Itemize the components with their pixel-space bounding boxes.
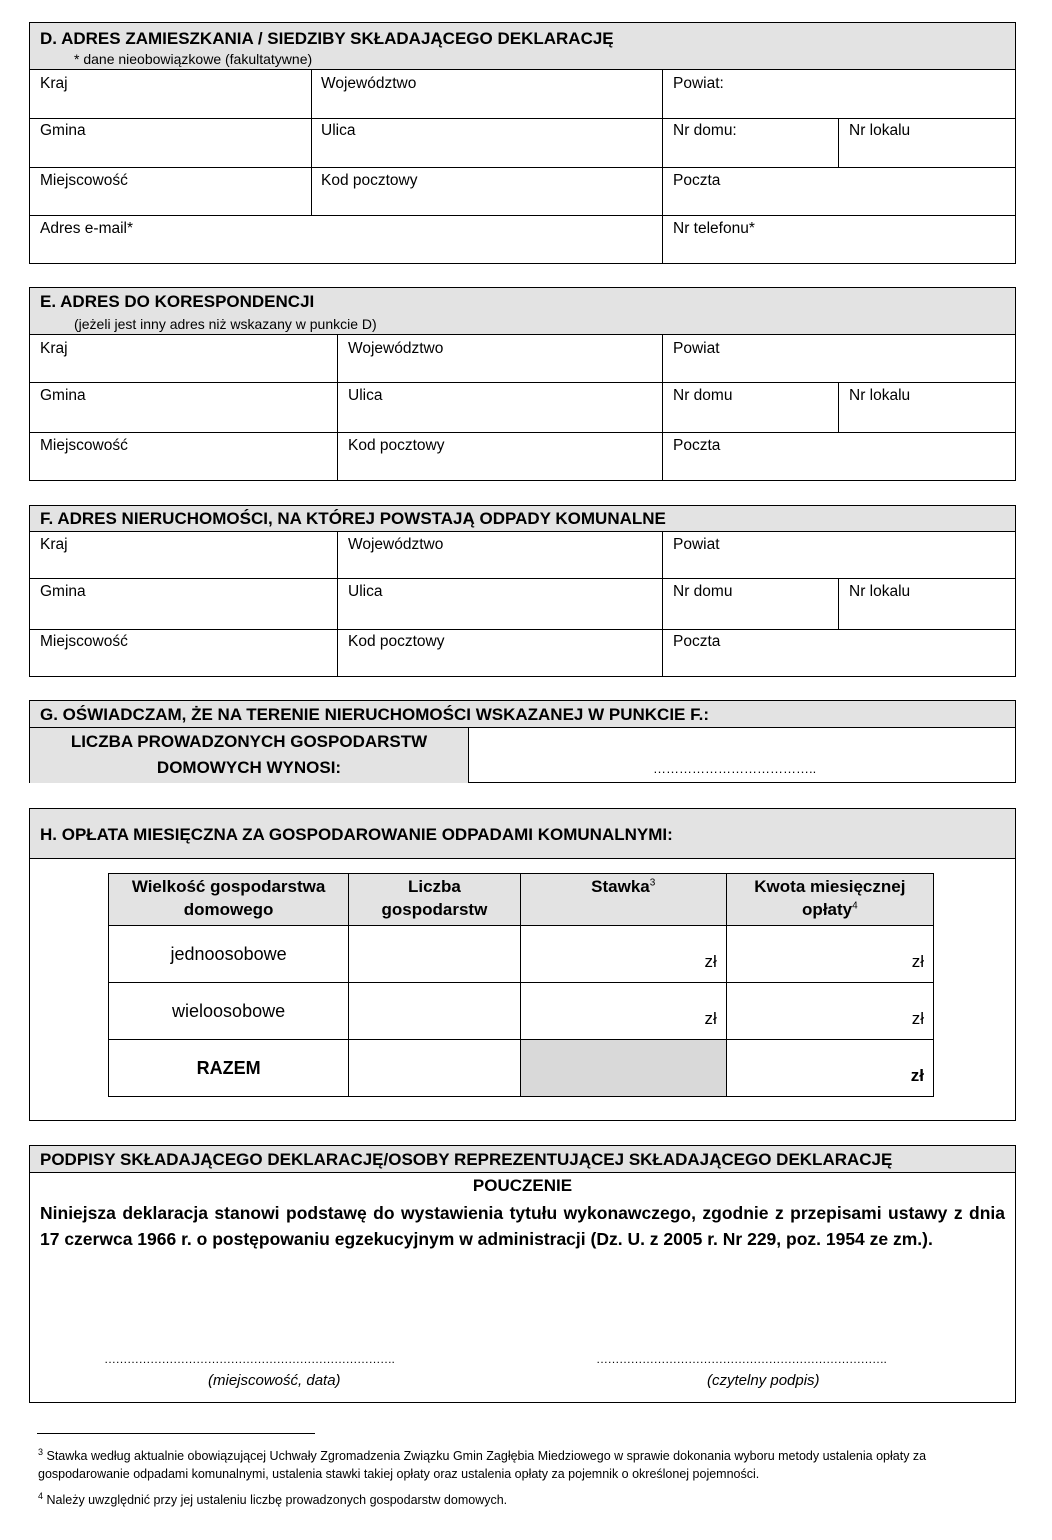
d-phone-field[interactable]: Nr telefonu* bbox=[673, 220, 755, 237]
fee-header-count: Liczba gospodarstw bbox=[349, 874, 521, 926]
f-commune-field[interactable]: Gmina bbox=[40, 583, 86, 600]
d-city-field[interactable]: Miejscowość bbox=[40, 172, 128, 189]
section-h-title: H. OPŁATA MIESIĘCZNA ZA GOSPODAROWANIE ODPADAMI KOMUNALNYMI: bbox=[40, 825, 673, 844]
multi-rate-input[interactable]: zł bbox=[520, 983, 726, 1040]
fee-header-size: Wielkość gospodarstwa domowego bbox=[109, 874, 349, 926]
footnote-separator bbox=[37, 1433, 315, 1434]
d-country-field[interactable]: Kraj bbox=[40, 75, 68, 92]
e-voivodeship-field[interactable]: Województwo bbox=[348, 340, 444, 357]
e-county-field[interactable]: Powiat bbox=[673, 340, 720, 357]
d-voivodeship-field[interactable]: Województwo bbox=[321, 75, 417, 92]
signatures-header bbox=[30, 1146, 1015, 1173]
d-post-office-field[interactable]: Poczta bbox=[673, 172, 721, 189]
section-e-header bbox=[30, 288, 1015, 335]
multi-count-input[interactable] bbox=[349, 983, 521, 1040]
f-house-number-field[interactable]: Nr domu bbox=[673, 583, 733, 600]
e-city-field[interactable]: Miejscowość bbox=[40, 437, 128, 454]
e-postcode-field[interactable]: Kod pocztowy bbox=[348, 437, 445, 454]
d-street-field[interactable]: Ulica bbox=[321, 122, 356, 139]
e-country-field[interactable]: Kraj bbox=[40, 340, 68, 357]
row-single-label: jednoosobowe bbox=[109, 926, 349, 983]
table-row bbox=[109, 983, 934, 1040]
total-rate-disabled bbox=[520, 1040, 726, 1097]
notice-title: POUCZENIE bbox=[472, 1176, 573, 1195]
section-d-title: D. ADRES ZAMIESZKANIA / SIEDZIBY SKŁADAJĄCEGO DEKLARACJĘ bbox=[40, 29, 614, 48]
household-count-field[interactable] bbox=[469, 728, 1015, 783]
d-commune-field[interactable]: Gmina bbox=[40, 122, 86, 139]
f-voivodeship-field[interactable]: Województwo bbox=[348, 536, 444, 553]
single-count-input[interactable] bbox=[349, 926, 521, 983]
notice-text: Niniejsza deklaracja stanowi podstawę do wystawienia tytułu wykonawczego, zgodnie z przepisami ustawy z dnia 17 czerwca 1966 r. o postępowaniu egzekucyjnym w administracji (Dz. U. z 2005 r. Nr 229, poz. 1954 ze zm.). bbox=[40, 1203, 1005, 1249]
section-d-subtitle: * dane nieobowiązkowe (fakultatywne) bbox=[74, 51, 313, 67]
f-post-office-field[interactable]: Poczta bbox=[673, 633, 721, 650]
footnote-4: $^4$ Należy uwzględnić przy jej ustaleniu liczbę prowadzonych gospodarstw domowych. bbox=[38, 1491, 508, 1508]
signature-caption: (czytelny podpis) bbox=[707, 1372, 820, 1389]
d-county-field[interactable]: Powiat: bbox=[673, 75, 724, 92]
row-multi-label: wieloosobowe bbox=[109, 983, 349, 1040]
section-g bbox=[29, 700, 1016, 783]
d-postcode-field[interactable]: Kod pocztowy bbox=[321, 172, 418, 189]
table-row bbox=[109, 1040, 934, 1097]
d-email-field[interactable]: Adres e-mail* bbox=[40, 220, 134, 237]
signature-dots[interactable]: …………………………………………………………………. bbox=[596, 1352, 887, 1366]
table-row bbox=[109, 926, 934, 983]
section-d-header bbox=[30, 23, 1015, 70]
f-country-field[interactable]: Kraj bbox=[40, 536, 68, 553]
section-d bbox=[29, 22, 1016, 264]
section-f-title: F. ADRES NIERUCHOMOŚCI, NA KTÓREJ POWSTAJĄ ODPADY KOMUNALNE bbox=[40, 509, 666, 528]
section-f bbox=[29, 505, 1016, 677]
fee-table bbox=[108, 873, 934, 1097]
signatures-section bbox=[29, 1145, 1016, 1403]
d-house-number-field[interactable]: Nr domu: bbox=[673, 122, 737, 139]
place-date-dots[interactable]: …………………………………………………………………. bbox=[104, 1352, 395, 1366]
fee-header-rate: Stawka$^3$ bbox=[520, 874, 726, 926]
total-amount-input[interactable]: zł bbox=[726, 1040, 933, 1097]
e-commune-field[interactable]: Gmina bbox=[40, 387, 86, 404]
row-total-label: RAZEM bbox=[109, 1040, 349, 1097]
e-flat-number-field[interactable]: Nr lokalu bbox=[849, 387, 911, 404]
d-flat-number-field[interactable]: Nr lokalu bbox=[849, 122, 911, 139]
household-count-dots: ……………………………….. bbox=[653, 761, 817, 776]
signatures-title: PODPISY SKŁADAJĄCEGO DEKLARACJĘ/OSOBY REPREZENTUJĄCEJ SKŁADAJĄCEGO DEKLARACJĘ bbox=[40, 1150, 893, 1169]
e-post-office-field[interactable]: Poczta bbox=[673, 437, 721, 454]
fee-header-amount: Kwota miesięcznej opłaty$^4$ bbox=[726, 874, 933, 926]
multi-amount-input[interactable]: zł bbox=[726, 983, 933, 1040]
f-city-field[interactable]: Miejscowość bbox=[40, 633, 128, 650]
section-f-header bbox=[30, 506, 1015, 532]
total-count-input[interactable] bbox=[349, 1040, 521, 1097]
place-date-caption: (miejscowość, data) bbox=[208, 1372, 341, 1389]
section-e-subtitle: (jeżeli jest inny adres niż wskazany w punkcie D) bbox=[74, 316, 377, 332]
f-postcode-field[interactable]: Kod pocztowy bbox=[348, 633, 445, 650]
section-g-title: G. OŚWIADCZAM, ŻE NA TERENIE NIERUCHOMOŚCI WSKAZANEJ W PUNKCIE F.: bbox=[40, 705, 709, 724]
section-g-header bbox=[30, 701, 1015, 728]
e-street-field[interactable]: Ulica bbox=[348, 387, 383, 404]
section-e-title: E. ADRES DO KORESPONDENCJI bbox=[40, 292, 315, 311]
f-street-field[interactable]: Ulica bbox=[348, 583, 383, 600]
footnote-3: $^3$ Stawka według aktualnie obowiązującej Uchwały Zgromadzenia Związku Gmin Zagłębia Miedziowego w sprawie dokonania wyboru metody ustalenia opłaty za gospodarowanie odpadami komunalnymi, ustalenia stawki takiej opłaty oraz ustalenia opłaty za pojemnik o określonej pojemności. bbox=[38, 1447, 927, 1482]
section-e bbox=[29, 287, 1016, 481]
f-flat-number-field[interactable]: Nr lokalu bbox=[849, 583, 911, 600]
single-amount-input[interactable]: zł bbox=[726, 926, 933, 983]
f-county-field[interactable]: Powiat bbox=[673, 536, 720, 553]
e-house-number-field[interactable]: Nr domu bbox=[673, 387, 733, 404]
section-h-header bbox=[30, 809, 1015, 859]
household-count-label: LICZBA PROWADZONYCH GOSPODARSTW DOMOWYCH WYNOSI: bbox=[30, 728, 469, 783]
single-rate-input[interactable]: zł bbox=[520, 926, 726, 983]
